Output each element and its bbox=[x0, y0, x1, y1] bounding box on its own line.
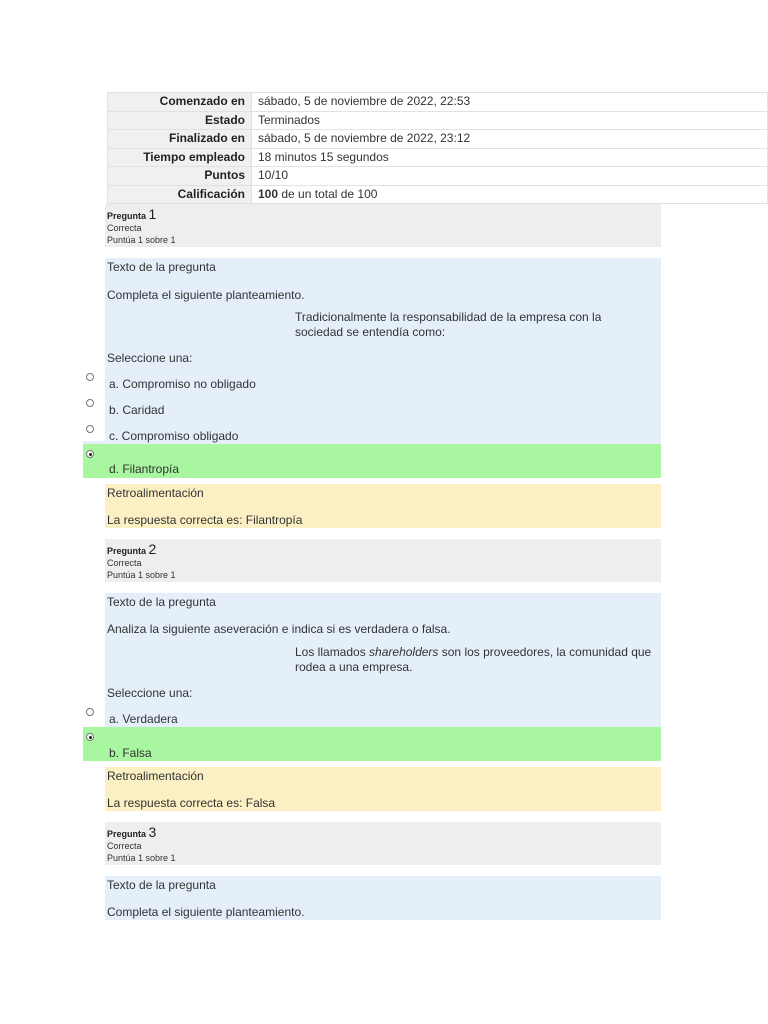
question-number: Pregunta 3 bbox=[107, 824, 157, 840]
question-number: Pregunta 1 bbox=[107, 206, 157, 222]
question-statement: Tradicionalmente la responsabilidad de la empresa con la sociedad se entendía como: bbox=[295, 310, 602, 339]
feedback-heading: Retroalimentación bbox=[107, 769, 204, 783]
summary-value: sábado, 5 de noviembre de 2022, 22:53 bbox=[252, 93, 768, 112]
select-label: Seleccione una: bbox=[107, 686, 193, 700]
summary-label: Tiempo empleado bbox=[108, 148, 252, 167]
question-text-box-1 bbox=[105, 258, 661, 444]
grade-total: de un total de 100 bbox=[278, 186, 378, 201]
summary-row bbox=[108, 185, 768, 204]
question-text-box-3 bbox=[105, 876, 661, 920]
option-correct-selected[interactable] bbox=[83, 444, 661, 478]
question-text-heading: Texto de la pregunta bbox=[107, 595, 216, 609]
option-radio-a[interactable] bbox=[86, 373, 94, 381]
summary-value bbox=[252, 185, 768, 204]
option-label: b. Caridad bbox=[109, 403, 165, 417]
question-instruction: Completa el siguiente planteamiento. bbox=[107, 905, 305, 919]
summary-row bbox=[108, 167, 768, 186]
summary-row bbox=[108, 130, 768, 149]
question-state: Correcta bbox=[107, 841, 142, 851]
select-label: Seleccione una: bbox=[107, 351, 193, 365]
question-instruction: Analiza la siguiente aseveración e indica si es verdadera o falsa. bbox=[107, 622, 451, 636]
question-grade: Puntúa 1 sobre 1 bbox=[107, 853, 176, 863]
summary-label: Calificación bbox=[108, 185, 252, 204]
feedback-text: La respuesta correcta es: Falsa bbox=[107, 796, 276, 810]
summary-value: 18 minutos 15 segundos bbox=[252, 148, 768, 167]
summary-label: Finalizado en bbox=[108, 130, 252, 149]
option-label: a. Compromiso no obligado bbox=[109, 377, 256, 391]
question-state: Correcta bbox=[107, 223, 142, 233]
question-instruction: Completa el siguiente planteamiento. bbox=[107, 288, 305, 302]
summary-row bbox=[108, 93, 768, 112]
grade-value: 100 bbox=[258, 186, 279, 201]
option-radio-b[interactable] bbox=[86, 733, 94, 741]
option-label: c. Compromiso obligado bbox=[109, 429, 239, 443]
summary-row bbox=[108, 148, 768, 167]
option-correct-selected[interactable] bbox=[83, 727, 661, 761]
summary-label: Comenzado en bbox=[108, 93, 252, 112]
question-state: Correcta bbox=[107, 558, 142, 568]
question-info-3 bbox=[105, 822, 661, 865]
question-info-1 bbox=[105, 204, 661, 247]
summary-value: sábado, 5 de noviembre de 2022, 23:12 bbox=[252, 130, 768, 149]
option-radio-d[interactable] bbox=[86, 450, 94, 458]
summary-value: Terminados bbox=[252, 111, 768, 130]
feedback-box-1 bbox=[105, 484, 661, 528]
attempt-summary-table bbox=[107, 92, 768, 204]
summary-row bbox=[108, 111, 768, 130]
question-text-heading: Texto de la pregunta bbox=[107, 260, 216, 274]
question-text-heading: Texto de la pregunta bbox=[107, 878, 216, 892]
question-text-box-2 bbox=[105, 593, 661, 727]
option-label: b. Falsa bbox=[109, 746, 152, 760]
question-statement: Los llamados shareholders son los proveedores, la comunidad que rodea a una empresa. bbox=[295, 645, 652, 674]
option-radio-b[interactable] bbox=[86, 399, 94, 407]
feedback-text: La respuesta correcta es: Filantropía bbox=[107, 513, 303, 527]
summary-label: Estado bbox=[108, 111, 252, 130]
summary-value: 10/10 bbox=[252, 167, 768, 186]
question-info-2 bbox=[105, 539, 661, 582]
question-number: Pregunta 2 bbox=[107, 541, 157, 557]
question-grade: Puntúa 1 sobre 1 bbox=[107, 235, 176, 245]
feedback-heading: Retroalimentación bbox=[107, 486, 204, 500]
feedback-box-2 bbox=[105, 767, 661, 811]
option-radio-a[interactable] bbox=[86, 708, 94, 716]
option-label: a. Verdadera bbox=[109, 712, 178, 726]
summary-label: Puntos bbox=[108, 167, 252, 186]
question-grade: Puntúa 1 sobre 1 bbox=[107, 570, 176, 580]
option-label: d. Filantropía bbox=[109, 462, 180, 476]
option-radio-c[interactable] bbox=[86, 425, 94, 433]
